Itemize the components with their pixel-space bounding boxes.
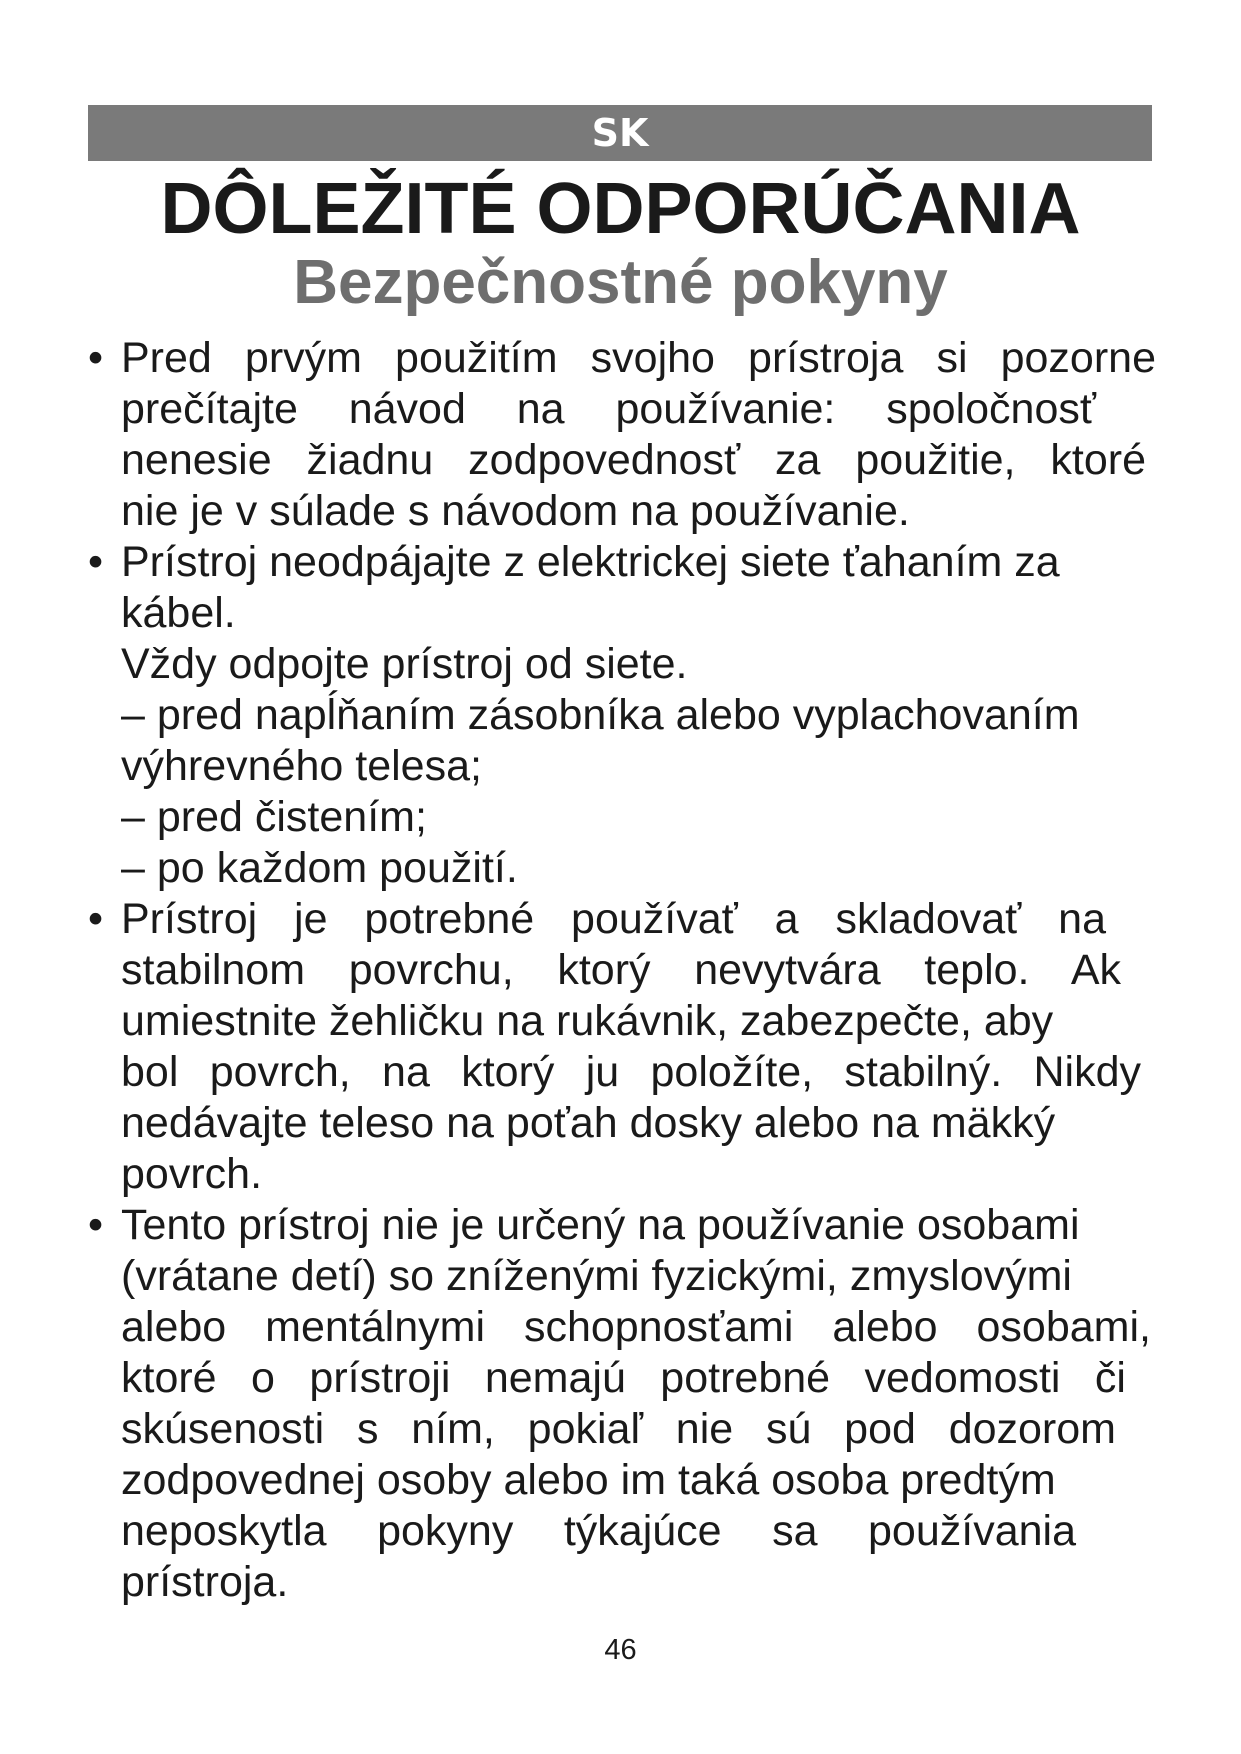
text-line: – pred napĺňaním zásobníka alebo vyplachovaním (121, 691, 1080, 739)
text-line: stabilnom povrchu, ktorý nevytvára teplo. Ak (121, 946, 1121, 994)
list-item (88, 1200, 1168, 1608)
list-item (88, 894, 1168, 1200)
text-line: ktoré o prístroji nemajú potrebné vedomosti či (121, 1354, 1126, 1402)
text-line: nedávajte teleso na poťah dosky alebo na mäkký (121, 1099, 1056, 1147)
text-line: – po každom použití. (121, 844, 518, 892)
text-line: prístroja. (121, 1558, 289, 1606)
text-line: zodpovednej osoby alebo im taká osoba predtým (121, 1456, 1056, 1504)
list-item (88, 537, 1168, 894)
text-line: Vždy odpojte prístroj od siete. (121, 640, 688, 688)
page-number: 46 (604, 1634, 637, 1666)
list-item (88, 333, 1168, 537)
text-line: prečítajte návod na používanie: spoločnosť (121, 385, 1096, 433)
text-line: Tento prístroj nie je určený na používanie osobami (121, 1201, 1080, 1249)
text-line: skúsenosti s ním, pokiaľ nie sú pod dozorom (121, 1405, 1116, 1453)
safety-instructions-list (88, 333, 1168, 1608)
text-line: umiestnite žehličku na rukávnik, zabezpečte, aby (121, 997, 1054, 1045)
text-line: kábel. (121, 589, 236, 637)
bullet-icon: • (88, 538, 104, 586)
text-line: Prístroj je potrebné používať a skladovať na (121, 895, 1106, 943)
text-line: Prístroj neodpájajte z elektrickej siete ťahaním za (121, 538, 1060, 586)
text-line: výhrevného telesa; (121, 742, 482, 790)
page-subtitle: Bezpečnostné pokyny (293, 248, 948, 317)
page-title: DÔLEŽITÉ ODPORÚČANIA (160, 169, 1081, 249)
text-line: nie je v súlade s návodom na používanie. (121, 487, 910, 535)
text-line: bol povrch, na ktorý ju položíte, stabilný. Nikdy (121, 1048, 1141, 1096)
text-line: (vrátane detí) so zníženými fyzickými, zmyslovými (121, 1252, 1072, 1300)
bullet-icon: • (88, 895, 104, 943)
text-line: Pred prvým použitím svojho prístroja si pozorne (121, 334, 1156, 382)
text-line: – pred čistením; (121, 793, 427, 841)
bullet-icon: • (88, 1201, 104, 1249)
text-line: alebo mentálnymi schopnosťami alebo osobami, (121, 1303, 1151, 1351)
bullet-icon: • (88, 334, 104, 382)
text-line: nenesie žiadnu zodpovednosť za použitie, ktoré (121, 436, 1146, 484)
text-line: povrch. (121, 1150, 263, 1198)
text-line: neposkytla pokyny týkajúce sa používania (121, 1507, 1076, 1555)
language-bar: SK (88, 105, 1152, 161)
